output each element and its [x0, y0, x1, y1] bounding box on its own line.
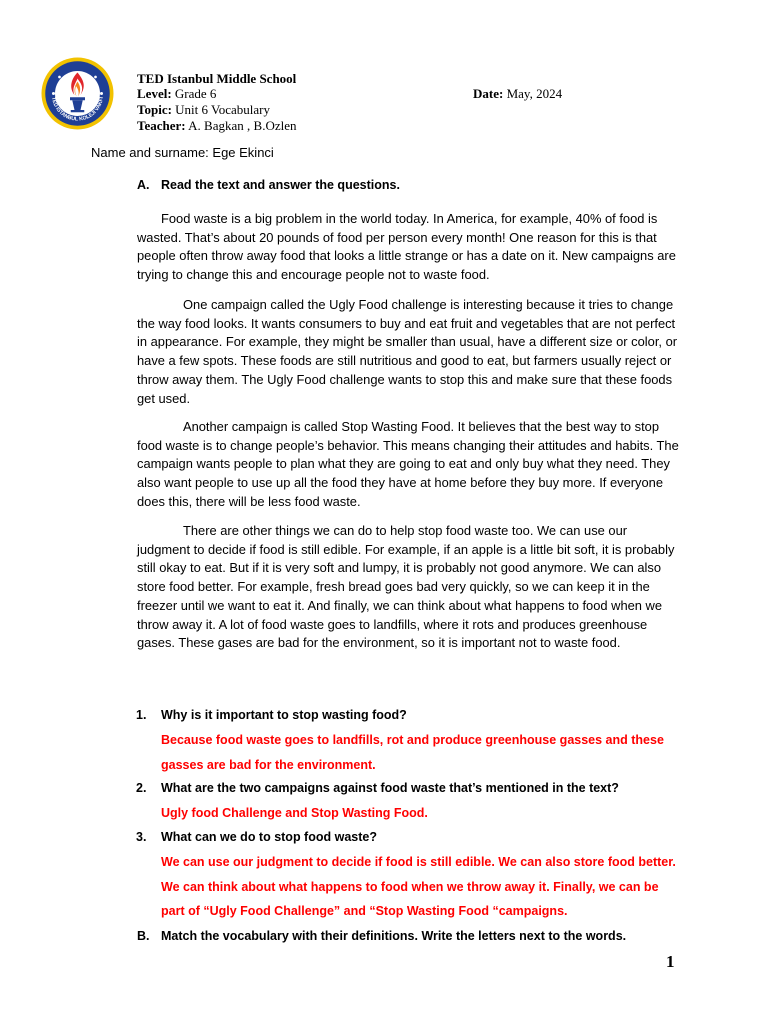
section-a-letter: A. — [137, 178, 150, 192]
topic-line — [137, 102, 270, 118]
logo-text: TED İSTANBUL KOLEJİ VAKFI — [50, 96, 105, 123]
section-b-title: Match the vocabulary with their definitions. Write the letters next to the words. — [161, 929, 627, 943]
question-3-number: 3. — [136, 830, 147, 844]
reading-paragraph-1: Food waste is a big problem in the world today. In America, for example, 40% of food is wasted. That’s about 20 pounds of food per person every month! One reason for this is that people often throw away food that looks a little strange or has a date on it. New campaigns are trying to change this and encourage people not to waste food. — [137, 211, 676, 283]
question-1-number: 1. — [136, 708, 147, 722]
teacher-value: A. Bagkan , B.Ozlen — [188, 118, 297, 133]
question-1-answer: Because food waste goes to landfills, rot and produce greenhouse gasses and these gasses are bad for the environment. — [161, 733, 664, 772]
question-3-text: What can we do to stop food waste? — [161, 830, 377, 844]
topic-value: Unit 6 Vocabulary — [175, 102, 271, 117]
level-value: Grade 6 — [174, 86, 217, 101]
date-label: Date: — [473, 86, 504, 101]
student-name-line: Name and surname: Ege Ekinci — [91, 145, 274, 160]
date-line — [473, 86, 562, 102]
question-3-answer: We can use our judgment to decide if food is still edible. We can also store food better. We can think about what happens to food when we throw away it. Finally, we can be part of “Ugly Food Challenge” and “Stop Wasting Food “campaigns. — [161, 855, 676, 918]
question-1-text: Why is it important to stop wasting food? — [161, 708, 407, 722]
page-number: 1 — [666, 952, 675, 971]
topic-label: Topic: — [137, 102, 172, 117]
school-logo — [40, 56, 115, 131]
level-label: Level: — [137, 86, 172, 101]
section-a-title: Read the text and answer the questions. — [161, 178, 400, 192]
reading-paragraph-2: One campaign called the Ugly Food challenge is interesting because it tries to change the way food looks. It wants consumers to buy and eat fruit and vegetables that are not perfect in appearance. For example, they might be smaller than usual, have a different size or color, or have a few spots. These foods are still nutritious and good to eat, but farmers usually reject or throw away them. The Ugly Food challenge wants to stop this and make sure that these foods get used. — [137, 297, 678, 406]
school-name: TED Istanbul Middle School — [137, 71, 297, 86]
level-line — [137, 86, 216, 102]
question-2-answer: Ugly food Challenge and Stop Wasting Food. — [161, 806, 428, 820]
section-b-letter: B. — [137, 929, 150, 943]
question-2-text: What are the two campaigns against food waste that’s mentioned in the text? — [161, 781, 619, 795]
teacher-label: Teacher: — [137, 118, 186, 133]
reading-paragraph-4: There are other things we can do to help stop food waste too. We can use our judgment to decide if food is still edible. For example, if an apple is a little bit soft, it is probably still okay to eat. But if it is very soft and lumpy, it is probably not good anymore. We can also store food better. For example, fresh bread goes bad very quickly, so we can keep it in the freezer until we want to eat it. And finally, we can think about what happens to food when we throw away it. A lot of food waste goes to landfills, where it rots and produces greenhouse gases. These gases are bad for the environment, so it is important not to waste food. — [137, 523, 675, 651]
date-value: May, 2024 — [506, 86, 563, 101]
question-2-number: 2. — [136, 781, 147, 795]
teacher-line — [137, 118, 296, 134]
reading-paragraph-3: Another campaign is called Stop Wasting Food. It believes that the best way to stop food waste is to change people’s behavior. This means changing their attitudes and habits. The campaign wants people to plan what they are going to eat and only buy what they need. They also want people to use up all the food they have at home before they buy more. If everyone does this, there will be less food waste. — [137, 419, 679, 509]
